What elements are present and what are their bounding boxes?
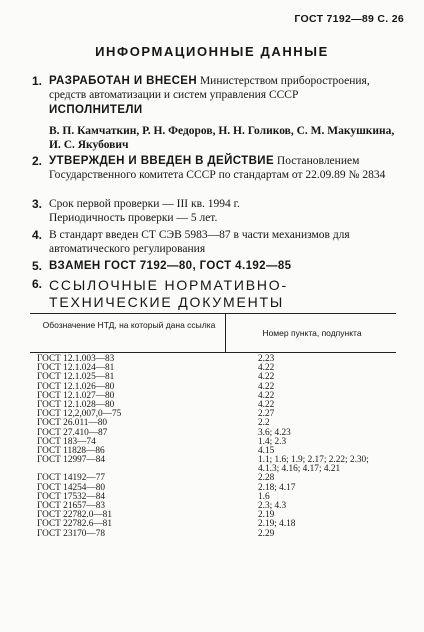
clause-numbers: 4.22	[258, 372, 275, 383]
item-text: Постановлением Государственного комитета СССР по стандартам от 22.09.89 № 2834	[49, 155, 386, 181]
info-item-6	[32, 277, 400, 311]
item-text: В стандарт введен СТ СЭВ 5983—87 в части механизмов для автоматического регулирования	[49, 229, 350, 255]
item-number: 2.	[32, 154, 43, 168]
item-number: 3.	[32, 197, 43, 211]
item-text: Периодичность проверки — 5 лет.	[49, 212, 218, 224]
info-item-1	[32, 74, 400, 102]
item-heading: ВЗАМЕН ГОСТ 7192—80, ГОСТ 4.192—85	[49, 260, 292, 272]
table-top-rule	[30, 313, 396, 314]
clause-numbers: 1.6	[258, 491, 270, 502]
item-text: Срок первой проверки — III кв. 1994 г.	[49, 198, 240, 210]
clause-numbers: 2.23	[258, 354, 275, 364]
clause-numbers: 2.28	[258, 473, 275, 484]
ntd-designation: ГОСТ 23170—78	[37, 528, 106, 539]
table-column-divider	[225, 313, 226, 353]
table-body	[37, 355, 407, 539]
info-item-5	[32, 259, 400, 273]
table-header-rule	[30, 352, 396, 353]
ntd-designation: ГОСТ 27.410—87	[37, 427, 108, 438]
clause-numbers: 2.18; 4.17	[258, 482, 296, 493]
clause-numbers: 4.15	[258, 445, 275, 456]
clause-numbers: 4.22	[258, 399, 275, 410]
info-item-2	[32, 154, 400, 182]
ntd-designation: ГОСТ 12.1.003—83	[37, 354, 115, 364]
clause-numbers: 2.19; 4.18	[258, 519, 296, 530]
ntd-designation: ГОСТ 12.1.028—80	[37, 399, 115, 410]
ntd-designation: ГОСТ 11828—86	[37, 445, 105, 456]
clause-numbers: 4.1.3; 4.16; 4.17; 4.21	[258, 464, 341, 475]
clause-numbers: 4.22	[258, 381, 275, 392]
clause-numbers: 2.19	[258, 510, 275, 521]
clause-numbers: 1.1; 1.6; 1.9; 2.17; 2.22; 2.30;	[258, 455, 369, 466]
table-row	[37, 530, 407, 539]
clause-numbers: 4.22	[258, 390, 275, 401]
item-heading: ССЫЛОЧНЫЕ НОРМАТИВНО-ТЕХНИЧЕСКИЕ ДОКУМЕНТЫ	[49, 277, 288, 310]
executors-list: В. П. Камчаткин, Р. Н. Федоров, Н. Н. Голиков, С. М. Макушкина, И. С. Якубович	[49, 125, 395, 151]
clause-numbers: 4.22	[258, 363, 275, 374]
clause-numbers: 2.27	[258, 409, 275, 420]
page-header: ГОСТ 7192—89 С. 26	[294, 13, 404, 25]
clause-numbers: 2.29	[258, 528, 275, 539]
ntd-designation: ГОСТ 22782.0—81	[37, 510, 112, 521]
item-number: 1.	[32, 74, 43, 88]
ntd-designation: ГОСТ 14192—77	[37, 473, 106, 484]
ntd-designation: ГОСТ 22782.6—81	[37, 519, 112, 530]
section-title: ИНФОРМАЦИОННЫЕ ДАННЫЕ	[95, 44, 329, 59]
ntd-designation: ГОСТ 12.1.027—80	[37, 390, 115, 401]
clause-numbers: 1.4; 2.3	[258, 436, 287, 447]
item-heading: УТВЕРЖДЕН И ВВЕДЕН В ДЕЙСТВИЕ	[49, 155, 275, 167]
ntd-designation: ГОСТ 12.1.025—81	[37, 372, 115, 383]
ntd-designation: ГОСТ 12.1.024—81	[37, 363, 115, 374]
ntd-designation: ГОСТ 21657—83	[37, 501, 106, 511]
ntd-designation: ГОСТ 183—74	[37, 436, 96, 447]
info-item-4	[32, 228, 400, 256]
table-header-points: Номер пункта, подпункта	[262, 328, 362, 338]
table-row	[37, 456, 407, 465]
item-text: Министерством приборостроения, средств автоматизации и систем управления СССР	[49, 75, 370, 101]
item-heading: РАЗРАБОТАН И ВНЕСЕН	[49, 75, 198, 87]
ntd-designation: ГОСТ 26.011—80	[37, 418, 107, 429]
table-header-doc: Обозначение НТД, на который дана ссылка	[42, 320, 216, 330]
item-number: 4.	[32, 228, 43, 242]
executors-label: ИСПОЛНИТЕЛИ	[49, 104, 143, 116]
ntd-designation: ГОСТ 12,2,007,0—75	[37, 409, 122, 420]
clause-numbers: 2.3; 4.3	[258, 501, 287, 511]
ntd-designation: ГОСТ 12997—84	[37, 455, 106, 466]
info-item-3	[32, 197, 400, 225]
ntd-designation: ГОСТ 12.1.026—80	[37, 381, 115, 392]
clause-numbers: 2.2	[258, 418, 270, 429]
clause-numbers: 3.6; 4.23	[258, 427, 291, 438]
item-number: 5.	[32, 259, 43, 273]
item-number: 6.	[32, 277, 43, 291]
ntd-designation: ГОСТ 14254—80	[37, 482, 106, 493]
ntd-designation: ГОСТ 17532—84	[37, 491, 106, 502]
